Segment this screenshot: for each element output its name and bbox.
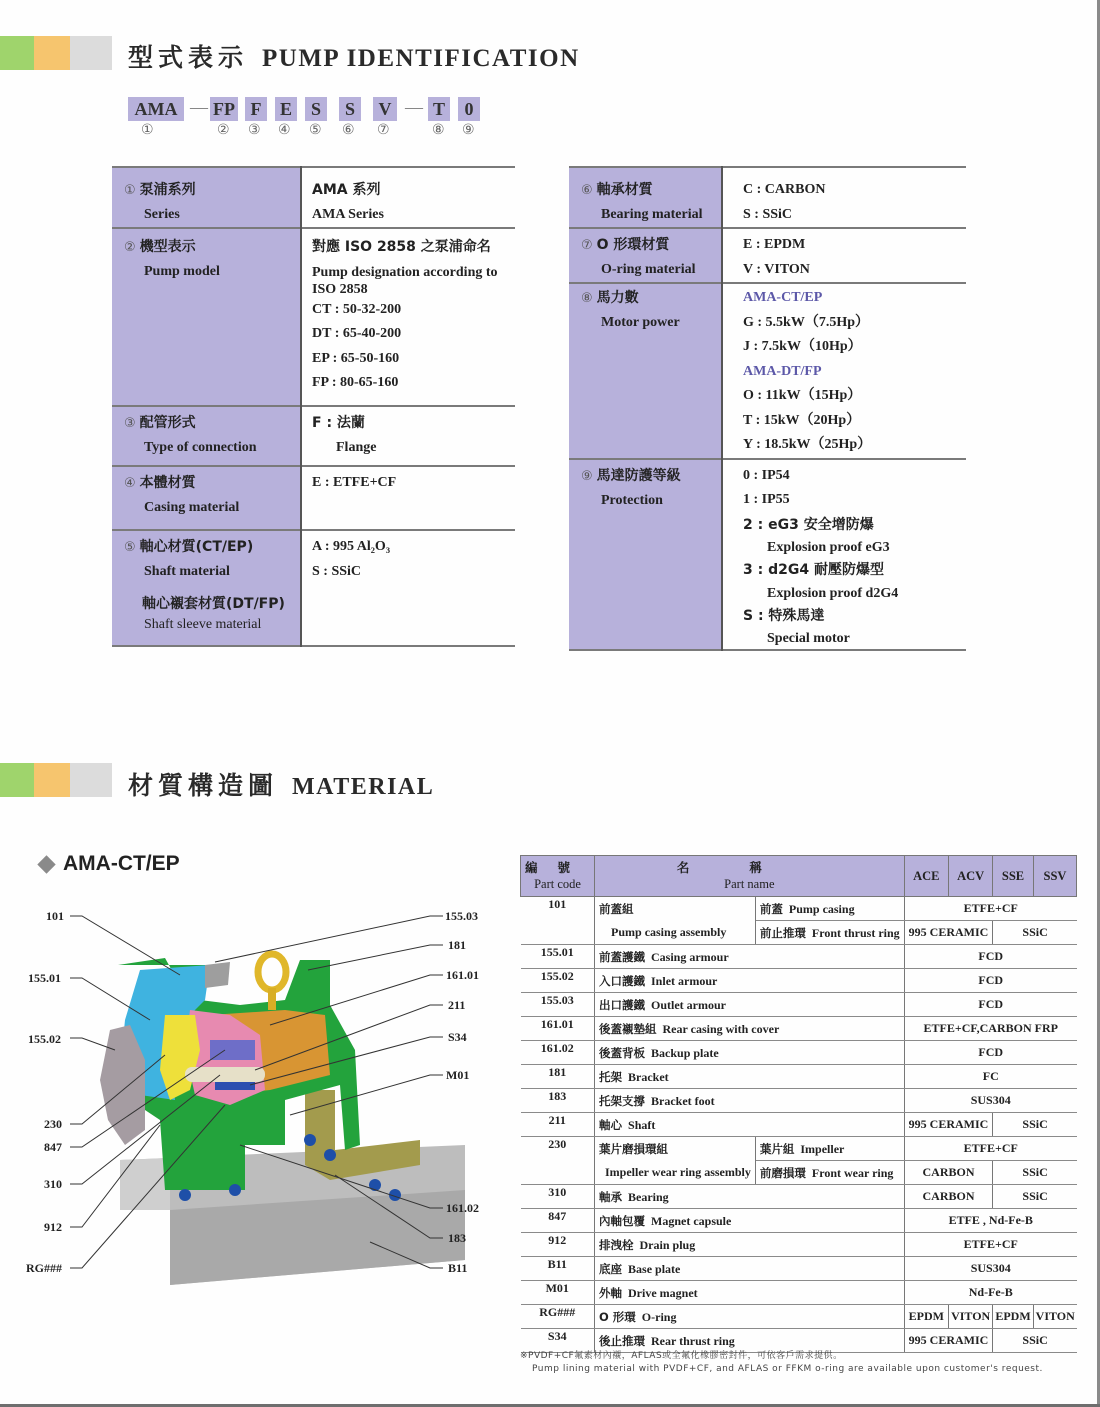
code-dash: — — [190, 97, 208, 117]
callout-s34: S34 — [448, 1030, 467, 1044]
callout-181: 181 — [448, 938, 466, 952]
parts-material-table — [520, 855, 1077, 1353]
id-row-pump-model: ② 機型表示 Pump model 對應 ISO 2858 之泵浦命名 Pump designation according to ISO 2858 CT : 50-32-200 DT : 65-40-200 EP : 65-50-160 FP : 80-65-160 — [112, 228, 515, 406]
value-line: V : VITON — [743, 261, 810, 277]
code-dash: — — [405, 97, 423, 117]
section-title-identification — [128, 38, 580, 74]
table-row: 211 軸心 Shaft 995 CERAMIC SSiC — [521, 1113, 1077, 1137]
id-row-series: ① 泵浦系列 Series AMA 系列 AMA Series — [112, 167, 515, 228]
section-title-material — [128, 766, 434, 802]
table-row: Pump casing assembly 前止推環 Front thrust ring 995 CERAMIC SSiC — [521, 921, 1077, 945]
table-row: 183 托架支撐 Bracket foot SUS304 — [521, 1089, 1077, 1113]
callout-b11: B11 — [448, 1261, 468, 1275]
header-variant-acv: ACV — [948, 856, 992, 897]
eye-bolt-shape — [258, 954, 286, 990]
value-line: Explosion proof eG3 — [767, 540, 890, 555]
model-group-label: AMA-CT/EP — [743, 290, 823, 305]
value-line: AMA 系列 — [312, 182, 381, 198]
label-zh: 軸心材質(CT/EP) — [139, 539, 254, 555]
value-line: Explosion proof d2G4 — [767, 585, 899, 601]
footnote — [520, 1350, 1043, 1376]
table-row: 181 托架 Bracket FC — [521, 1065, 1077, 1089]
label-zh: 泵浦系列 — [139, 182, 196, 198]
label-en: Protection — [601, 492, 663, 508]
callout-155-01: 155.01 — [28, 971, 61, 985]
code-num-8: ⑧ — [432, 122, 445, 138]
header-variant-ace: ACE — [904, 856, 948, 897]
code-num-7: ⑦ — [377, 122, 390, 138]
id-row-casing: ④ 本體材質 Casing material E : ETFE+CF — [112, 466, 515, 530]
table-row: 161.02 後蓋背板 Backup plate FCD — [521, 1041, 1077, 1065]
pump-cross-section-diagram — [0, 890, 510, 1310]
section-title-en: MATERIAL — [292, 774, 435, 800]
table-header-row — [521, 856, 1077, 897]
callout-211: 211 — [448, 998, 466, 1012]
callout-m01: M01 — [446, 1068, 470, 1082]
value-line: FP : 80-65-160 — [312, 375, 399, 390]
label-en: Type of connection — [144, 440, 257, 455]
id-row-shaft: ⑤ 軸心材質(CT/EP) Shaft material 軸心襯套材質(DT/FP) Shaft sleeve material A : 995 Al₂O₃ S : SSiC — [112, 530, 515, 646]
model-label: AMA-CT/EP — [63, 852, 180, 875]
bracket-foot-shape — [305, 1090, 420, 1180]
label-zh: O 形環材質 — [596, 237, 670, 253]
table-row: S34 後止推環 Rear thrust ring 995 CERAMIC SSiC — [521, 1329, 1077, 1353]
value-line: AMA Series — [312, 206, 384, 222]
table-row: 101 前蓋組 前蓋 Pump casing ETFE+CF — [521, 897, 1077, 921]
value-line: 3 : d2G4 耐壓防爆型 — [743, 562, 884, 578]
label-en: Series — [144, 207, 180, 222]
callout-155-03: 155.03 — [445, 909, 478, 923]
value-line: EP : 65-50-160 — [312, 350, 400, 366]
callout-230: 230 — [44, 1117, 62, 1131]
id-row-motor-power: ⑧ 馬力數 Motor power AMA-CT/EP G : 5.5kW（7.5Hp） J : 7.5kW（10Hp） AMA-DT/FP O : 11kW（15Hp） T : 15kW（20Hp） Y : 18.5kW（25Hp） — [569, 283, 966, 459]
footnote-zh: ※PVDF+CF氟素材內襯，AFLAS或全氟化橡膠密封件，可依客戶需求提供。 — [520, 1351, 843, 1361]
callout-912: 912 — [44, 1220, 62, 1234]
identification-table-right — [569, 166, 966, 651]
id-row-connection: ③ 配管形式 Type of connection F : 法蘭 Flange — [112, 406, 515, 466]
value-line: G : 5.5kW（7.5Hp） — [743, 314, 870, 330]
header-part-name: 名稱 Part name — [595, 856, 905, 897]
callout-183: 183 — [448, 1231, 466, 1245]
section-title-zh: 型式表示 — [128, 43, 249, 72]
table-row: B11 底座 Base plate SUS304 — [521, 1257, 1077, 1281]
label-en: Motor power — [601, 315, 680, 330]
callout-161-01: 161.01 — [446, 968, 479, 982]
table-row: 230 葉片磨損環組 葉片組 Impeller ETFE+CF — [521, 1137, 1077, 1161]
value-line: S : SSiC — [312, 563, 362, 579]
value-line: Y : 18.5kW（25Hp） — [743, 437, 872, 452]
table-row: 912 排洩栓 Drain plug ETFE+CF — [521, 1233, 1077, 1257]
code-part-series: AMA — [128, 97, 184, 121]
code-part-casing: E — [275, 97, 297, 121]
value-line: T : 15kW（20Hp） — [743, 412, 861, 428]
id-row-oring: ⑦ O 形環材質 O-ring material E : EPDM V : VITON — [569, 228, 966, 283]
code-part-power: T — [428, 97, 450, 121]
label-en: Shaft material — [144, 564, 230, 579]
table-row: M01 外軸 Drive magnet Nd-Fe-B — [521, 1281, 1077, 1305]
value-line: Pump designation according to ISO 2858 — [312, 264, 498, 297]
value-line: J : 7.5kW（10Hp） — [743, 339, 862, 354]
label-zh: 馬達防護等級 — [596, 467, 681, 484]
table-row: RG### O 形環 O-ring EPDM VITON EPDM VITON — [521, 1305, 1077, 1329]
code-part-bearing: S — [339, 97, 361, 121]
label-en: Pump model — [144, 264, 220, 279]
identification-table-left — [112, 166, 515, 647]
section-title-en: PUMP IDENTIFICATION — [262, 45, 580, 72]
value-line: 1 : IP55 — [743, 492, 790, 507]
callout-847: 847 — [44, 1140, 62, 1154]
value-line: F : 法蘭 — [312, 415, 365, 431]
label-en: O-ring material — [601, 262, 696, 277]
magnet-shape — [210, 1040, 255, 1060]
label-en: Bearing material — [601, 207, 703, 222]
value-line: 0 : IP54 — [743, 467, 790, 483]
value-line: E : ETFE+CF — [312, 475, 397, 490]
code-part-shaft: S — [305, 97, 327, 121]
code-part-model: FP — [210, 97, 238, 121]
label-zh: 本體材質 — [139, 475, 196, 491]
header-part-code: 編號 Part code — [521, 856, 595, 897]
value-line: CT : 50-32-200 — [312, 301, 402, 317]
table-row: 161.01 後蓋襯墊組 Rear casing with cover ETFE+CF,CARBON FRP — [521, 1017, 1077, 1041]
code-num-4: ④ — [278, 122, 291, 138]
value-line: E : EPDM — [743, 237, 806, 252]
value-line: C : CARBON — [743, 182, 826, 197]
code-num-3: ③ — [248, 122, 261, 138]
callout-101: 101 — [46, 909, 64, 923]
value-line: Flange — [336, 439, 377, 455]
value-line: S : SSiC — [743, 206, 793, 222]
value-line: O : 11kW（15Hp） — [743, 388, 862, 403]
section-title-zh: 材質構造圖 — [128, 771, 279, 800]
table-row: 155.03 出口護鐵 Outlet armour FCD — [521, 993, 1077, 1017]
code-num-5: ⑤ — [309, 122, 322, 138]
value-line: S : 特殊馬達 — [743, 607, 825, 624]
section-color-bar — [0, 763, 112, 797]
footnote-en: Pump lining material with PVDF+CF, and AFLAS or FFKM o-ring are available upon customer's request. — [532, 1364, 1043, 1374]
id-row-bearing: ⑥ 軸承材質 Bearing material C : CARBON S : SSiC — [569, 167, 966, 228]
model-group-label: AMA-DT/FP — [743, 363, 822, 379]
code-part-oring: V — [373, 97, 397, 121]
value-line: DT : 65-40-200 — [312, 326, 402, 341]
value-line: 2 : eG3 安全增防爆 — [743, 516, 874, 533]
diamond-bullet-icon — [37, 855, 55, 873]
code-part-connection: F — [245, 97, 267, 121]
callout-rg: RG### — [26, 1261, 62, 1275]
callout-155-02: 155.02 — [28, 1032, 61, 1046]
code-num-2: ② — [217, 122, 230, 138]
label-zh: 機型表示 — [139, 239, 196, 255]
code-num-1: ① — [141, 122, 154, 138]
label2-en: Shaft sleeve material — [144, 617, 262, 632]
table-row: 847 內軸包覆 Magnet capsule ETFE , Nd-Fe-B — [521, 1209, 1077, 1233]
value-line: Special motor — [767, 631, 850, 646]
callout-161-02: 161.02 — [446, 1201, 479, 1215]
value-line: A : 995 Al₂O₃ — [312, 539, 391, 554]
label-zh: 軸承材質 — [596, 182, 653, 198]
code-part-protection: 0 — [458, 97, 480, 121]
section-color-bar — [0, 36, 112, 70]
header-variant-ssv: SSV — [1033, 856, 1077, 897]
label2-zh: 軸心襯套材質(DT/FP) — [142, 596, 285, 612]
table-row: 310 軸承 Bearing CARBON SSiC — [521, 1185, 1077, 1209]
pump-illustration — [0, 890, 510, 1310]
value-line: 對應 ISO 2858 之泵浦命名 — [312, 239, 491, 255]
model-subheading — [40, 852, 180, 876]
table-row: Impeller wear ring assembly 前磨損環 Front wear ring CARBON SSiC — [521, 1161, 1077, 1185]
id-row-protection: ⑨ 馬達防護等級 Protection 0 : IP54 1 : IP55 2 : eG3 安全增防爆 Explosion proof eG3 3 : d2G4 耐壓防爆型 Explosion proof d2G4 S : 特殊馬達 Special motor — [569, 459, 966, 651]
label-zh: 馬力數 — [596, 290, 639, 306]
label-en: Casing material — [144, 500, 240, 515]
table-row: 155.02 入口護鐵 Inlet armour FCD — [521, 969, 1077, 993]
code-num-6: ⑥ — [342, 122, 355, 138]
code-num-9: ⑨ — [462, 122, 475, 138]
header-variant-sse: SSE — [993, 856, 1033, 897]
callout-310: 310 — [44, 1177, 62, 1191]
table-row: 155.01 前蓋護鐵 Casing armour FCD — [521, 945, 1077, 969]
label-zh: 配管形式 — [139, 415, 196, 431]
